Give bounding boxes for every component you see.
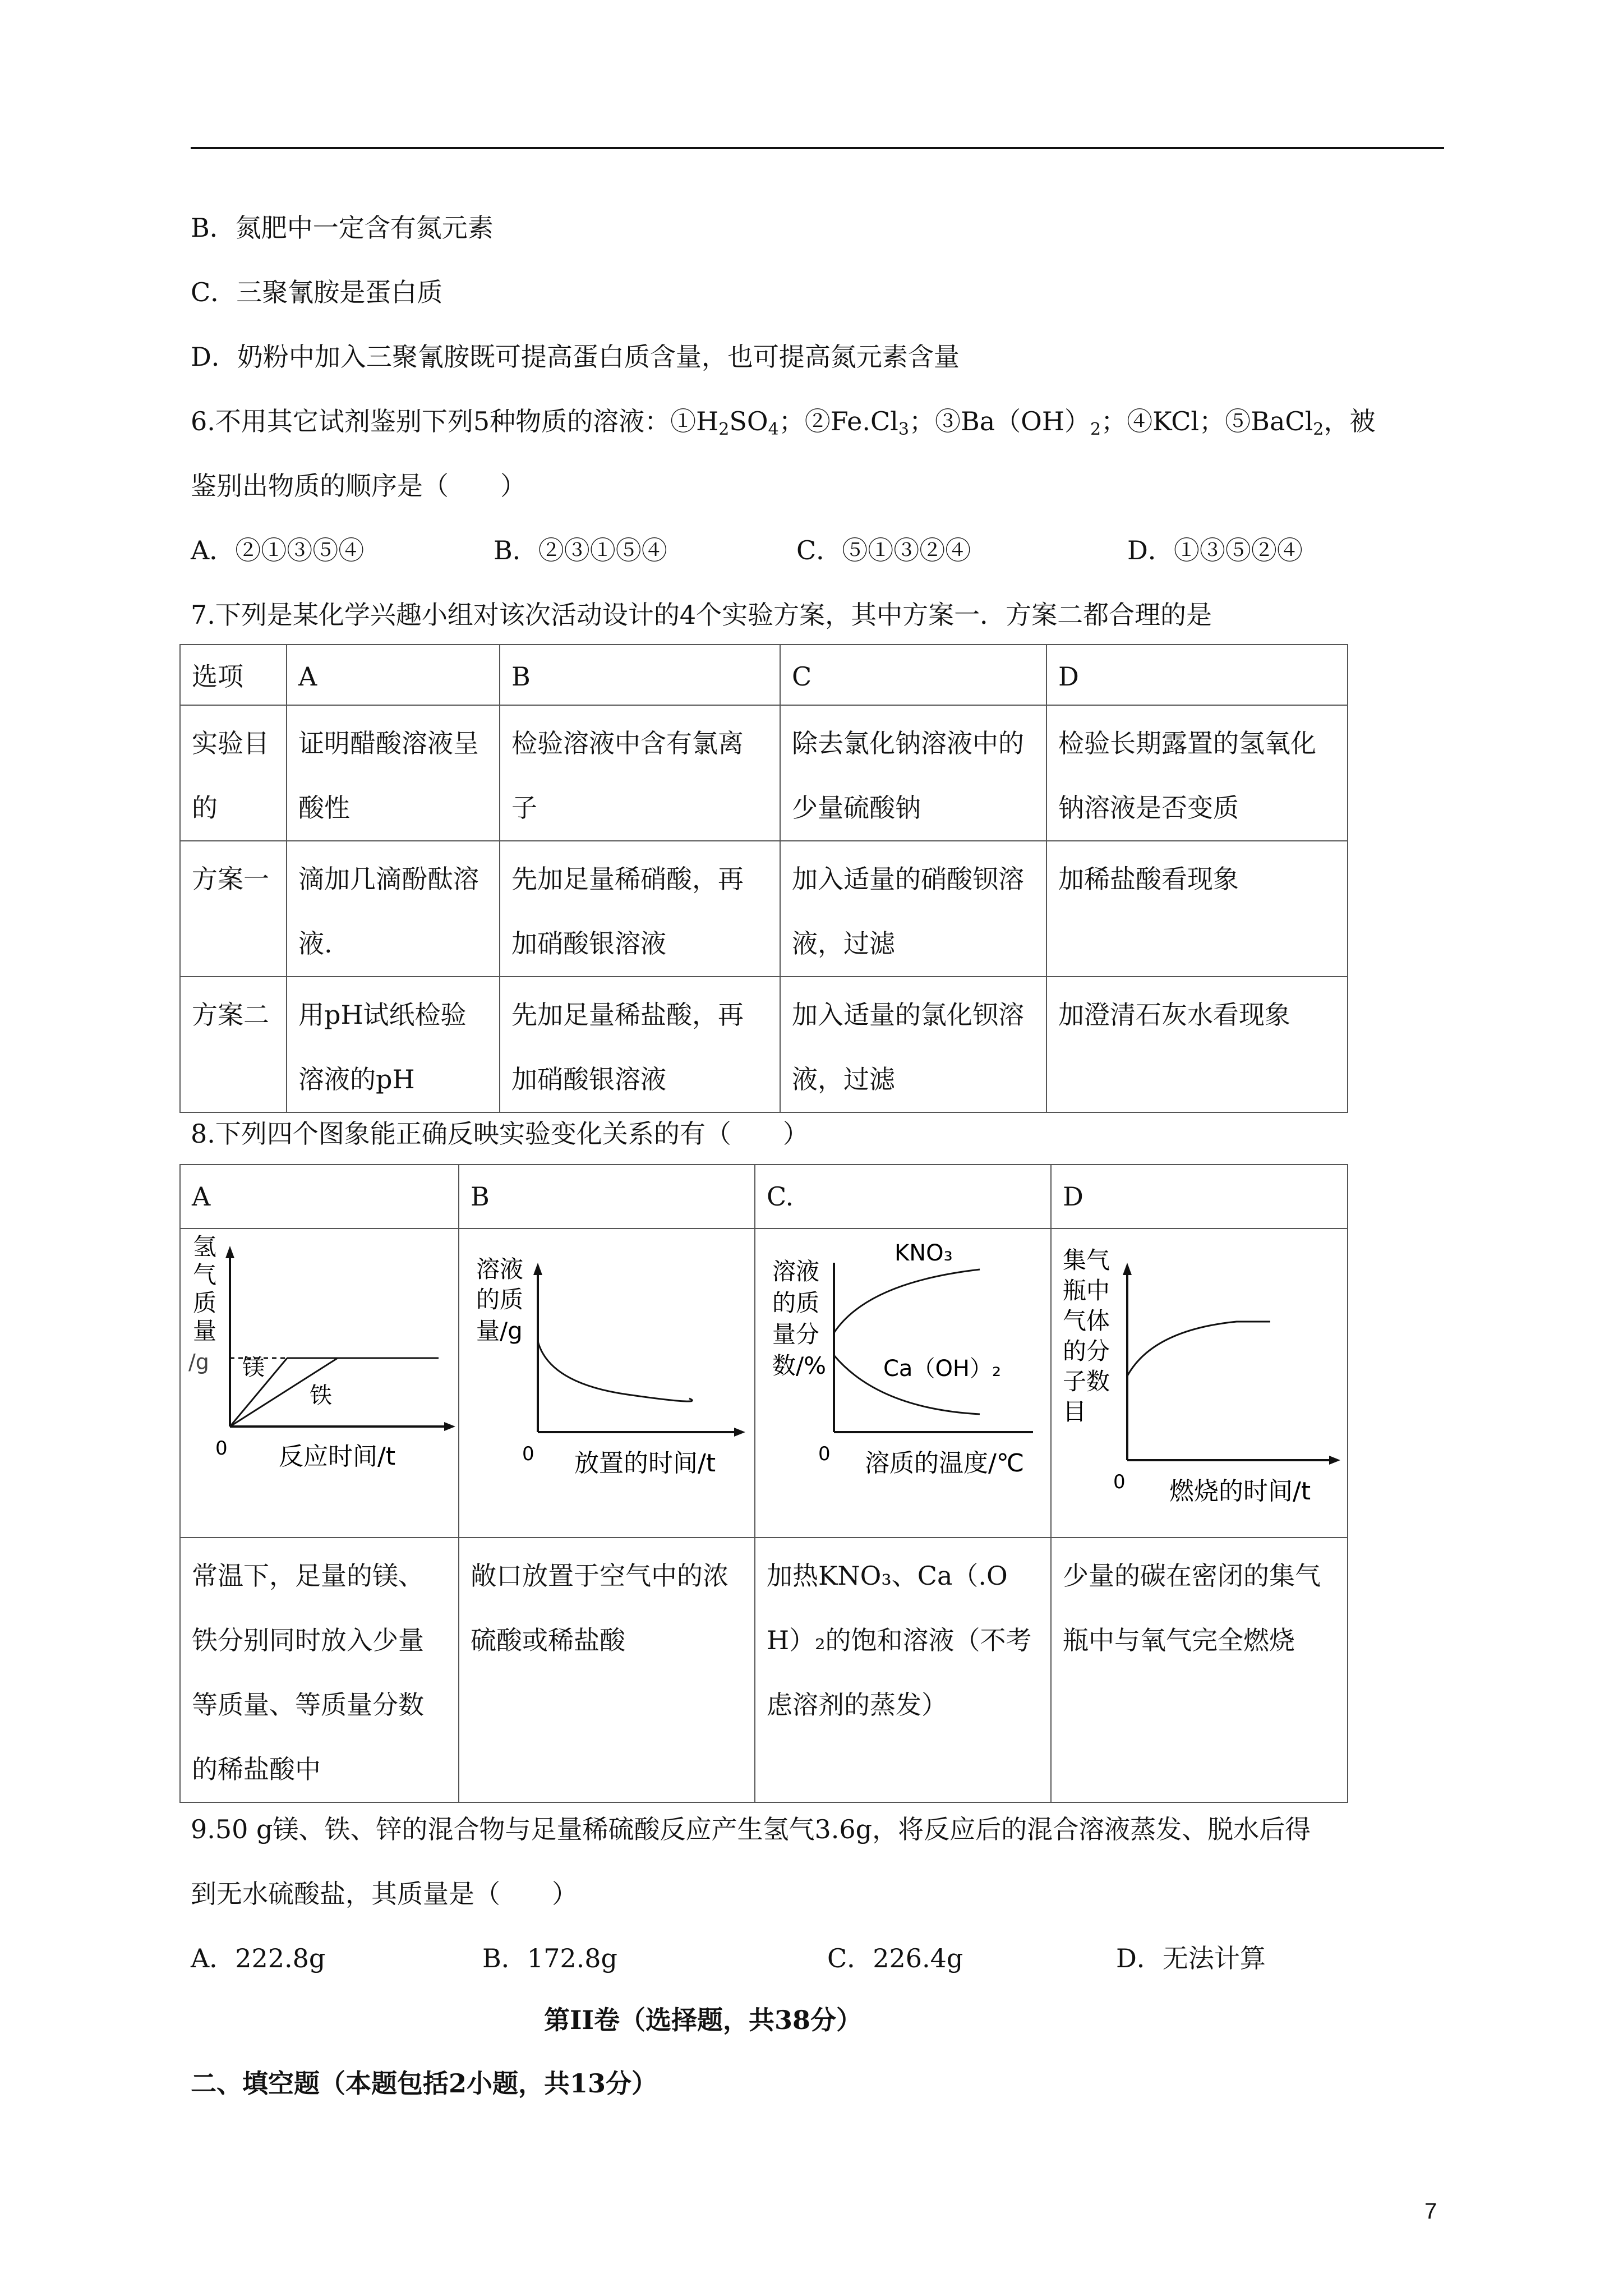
table-cell: 敞口放置于空气中的浓硫酸或稀盐酸 <box>459 1538 755 1802</box>
origin-label: 0 <box>215 1437 228 1460</box>
y-label-line: 的质 <box>476 1286 524 1313</box>
q6-stem-line2: 鉴别出物质的顺序是（ ） <box>191 471 526 501</box>
q6-stem: 6.不用其它试剂鉴别下列5种物质的溶液：$①H_2SO_4$；$②Fe.Cl_3$；$③Ba(OH)_2$；④KCl；⑤BaCl$_2$，被 <box>191 406 1376 439</box>
y-label-line: 集气 <box>1063 1246 1110 1274</box>
x-label: 放置的时间/t <box>574 1449 716 1478</box>
section-title: 第II卷（选择题，共38分） <box>544 2005 863 2035</box>
q5-option-d: D．奶粉中加入三聚氰胺既可提高蛋白质含量，也可提高氮元素含量 <box>191 342 960 372</box>
chart-cell-c <box>755 1228 1051 1538</box>
table-cell: 实验目的 <box>180 705 287 841</box>
x-label: 燃烧的时间/t <box>1169 1477 1311 1506</box>
table-cell: 证明醋酸溶液呈酸性 <box>287 705 500 841</box>
q6-option-a: A．②①③⑤④ <box>191 535 365 565</box>
section2-heading: 二、填空题（本题包括2小题，共13分） <box>191 2068 658 2099</box>
origin-label: 0 <box>1113 1471 1126 1493</box>
table-cell: 加稀盐酸看现象 <box>1046 841 1348 977</box>
table-cell: A <box>287 645 500 705</box>
series-line <box>538 1341 692 1401</box>
y-label-char: 氢 <box>193 1233 217 1260</box>
q5-option-b: B．氮肥中一定含有氮元素 <box>191 213 494 243</box>
series-label-caoh2: Ca（OH）₂ <box>883 1356 1002 1382</box>
chart-b <box>459 1229 755 1531</box>
y-label-line: 量分 <box>772 1320 820 1348</box>
q7-stem: 7.下列是某化学兴趣小组对该次活动设计的4个实验方案，其中方案一．方案二都合理的是 <box>191 600 1212 630</box>
table-cell: 加澄清石灰水看现象 <box>1046 977 1348 1112</box>
y-label-char: 量 <box>193 1317 217 1345</box>
y-label-line: 子数 <box>1063 1368 1110 1395</box>
q9-option-c: C．226.4g <box>827 1943 963 1973</box>
y-label-line: 目 <box>1063 1398 1087 1425</box>
y-axis-arrow <box>225 1246 234 1258</box>
q9-option-b: B．172.8g <box>482 1943 617 1973</box>
q9-stem-line2: 到无水硫酸盐，其质量是（ ） <box>191 1879 578 1909</box>
y-label-unit: /g <box>188 1350 209 1374</box>
q5-option-c: C．三聚氰胺是蛋白质 <box>191 277 443 307</box>
x-axis-arrow <box>444 1422 455 1431</box>
table-cell: 常温下，足量的镁、铁分别同时放入少量等质量、等质量分数的稀盐酸中 <box>180 1538 459 1802</box>
page-number: 7 <box>1424 2199 1437 2224</box>
y-axis-arrow <box>1123 1263 1132 1275</box>
header-rule <box>191 147 1444 149</box>
table-row <box>180 705 1348 841</box>
y-label-line: 溶液 <box>772 1258 820 1285</box>
y-label-line: 量/g <box>476 1317 523 1345</box>
table-header-row <box>180 1165 1348 1228</box>
table-cell: 除去氯化钠溶液中的少量硫酸钠 <box>780 705 1046 841</box>
table-cell: 先加足量稀硝酸，再加硝酸银溶液 <box>500 841 780 977</box>
series-line-kno3 <box>834 1269 980 1333</box>
origin-label: 0 <box>522 1443 534 1465</box>
q9-option-a: A．222.8g <box>191 1943 326 1973</box>
table-cell: B <box>459 1165 755 1228</box>
table-cell: 加入适量的硝酸钡溶液，过滤 <box>780 841 1046 977</box>
chart-row <box>180 1228 1348 1538</box>
x-label: 溶质的温度/℃ <box>865 1449 1025 1478</box>
x-axis-arrow <box>1329 1456 1340 1465</box>
y-axis-arrow <box>533 1263 542 1275</box>
y-label-char: 气 <box>193 1261 217 1289</box>
series-label-kno3: KNO₃ <box>895 1240 953 1266</box>
table-cell: C. <box>755 1165 1051 1228</box>
table-cell: 滴加几滴酚酞溶液. <box>287 841 500 977</box>
q9-option-d: D．无法计算 <box>1116 1943 1266 1973</box>
y-label-line: 的分 <box>1063 1337 1110 1365</box>
chart-cell-a <box>180 1228 459 1538</box>
y-label-line: 气体 <box>1063 1307 1110 1335</box>
q9-stem-line1: 9.50 g镁、铁、锌的混合物与足量稀硫酸反应产生氢气3.6g，将反应后的混合溶液蒸发、脱水后得 <box>191 1814 1311 1844</box>
table-row <box>180 1538 1348 1802</box>
y-label-line: 数/% <box>772 1352 827 1379</box>
chart-cell-b <box>459 1228 755 1538</box>
chart-a <box>181 1229 459 1531</box>
table-cell: C <box>780 645 1046 705</box>
q6-option-b: B．②③①⑤④ <box>494 535 667 565</box>
table-cell: A <box>180 1165 459 1228</box>
y-label-char: 质 <box>193 1289 217 1317</box>
y-label-line: 瓶中 <box>1063 1277 1110 1304</box>
q8-stem: 8.下列四个图象能正确反映实验变化关系的有（ ） <box>191 1119 809 1149</box>
origin-label: 0 <box>818 1443 831 1465</box>
x-axis-arrow <box>734 1428 745 1437</box>
q7-table <box>179 644 1348 1113</box>
chart-c <box>755 1229 1052 1531</box>
series-label-fe: 铁 <box>310 1383 332 1409</box>
table-cell: 方案一 <box>180 841 287 977</box>
table-cell: 检验长期露置的氢氧化钠溶液是否变质 <box>1046 705 1348 841</box>
table-cell: 检验溶液中含有氯离子 <box>500 705 780 841</box>
q8-table <box>179 1164 1348 1803</box>
table-cell: 用pH试纸检验溶液的pH <box>287 977 500 1112</box>
series-line <box>1127 1322 1270 1376</box>
chart-d <box>1052 1229 1348 1531</box>
q6-option-d: D．①③⑤②④ <box>1127 535 1303 565</box>
table-row <box>180 841 1348 977</box>
table-header-row <box>180 645 1348 705</box>
y-label-line: 溶液 <box>476 1255 524 1283</box>
table-cell: D <box>1046 645 1348 705</box>
table-cell: 先加足量稀盐酸，再加硝酸银溶液 <box>500 977 780 1112</box>
series-label-mg: 镁 <box>242 1355 265 1381</box>
table-row <box>180 977 1348 1112</box>
table-cell: 方案二 <box>180 977 287 1112</box>
table-cell: 选项 <box>180 645 287 705</box>
table-cell: 加热KNO₃、Ca（.OH）₂的饱和溶液（不考虑溶剂的蒸发） <box>755 1538 1051 1802</box>
y-label-line: 的质 <box>772 1289 820 1317</box>
table-cell: B <box>500 645 780 705</box>
table-cell: D <box>1051 1165 1348 1228</box>
table-cell: 加入适量的氯化钡溶液，过滤 <box>780 977 1046 1112</box>
chart-cell-d <box>1051 1228 1348 1538</box>
q6-option-c: C．⑤①③②④ <box>796 535 971 565</box>
table-cell: 少量的碳在密闭的集气瓶中与氧气完全燃烧 <box>1051 1538 1348 1802</box>
x-label: 反应时间/t <box>279 1442 396 1471</box>
